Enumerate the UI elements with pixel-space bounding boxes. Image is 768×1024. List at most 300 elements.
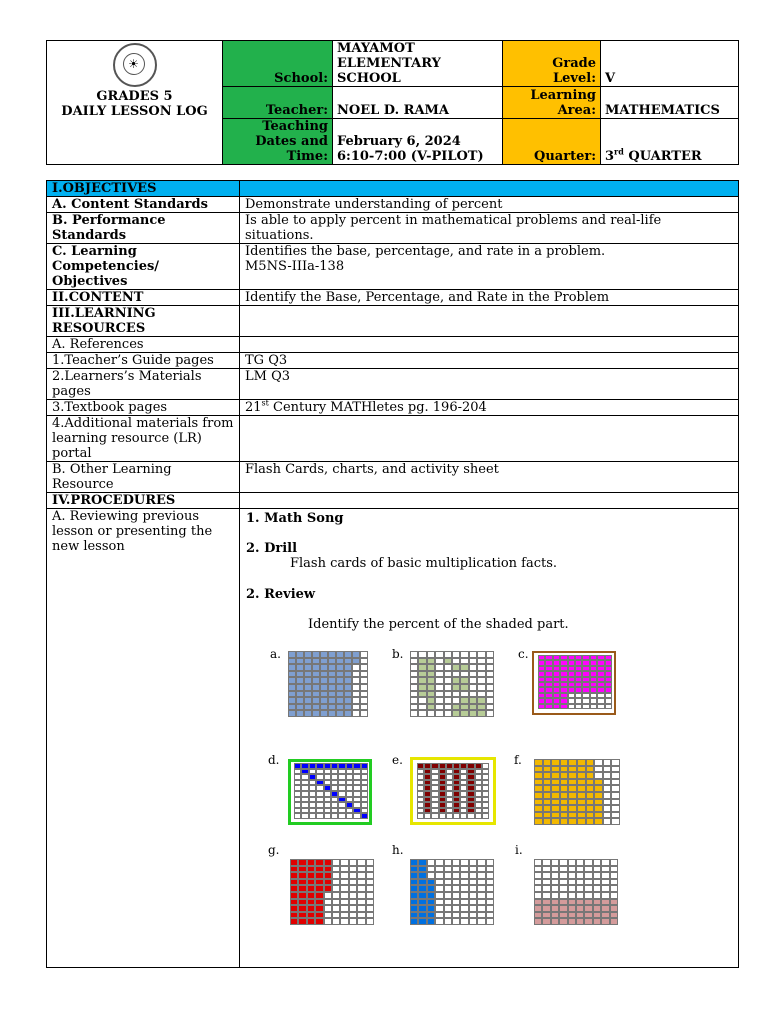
grid-cell [551, 805, 560, 812]
grid-cell [460, 658, 468, 665]
content-standards-value: Demonstrate understanding of percent [240, 197, 739, 213]
grid-label-e: e. [392, 753, 403, 767]
grid-cell [534, 872, 542, 879]
grid-cell [586, 799, 595, 806]
area-value: MATHEMATICS [601, 87, 739, 118]
grid-cell [304, 684, 312, 691]
grid-cell [324, 859, 332, 866]
grid-cell [477, 918, 485, 925]
grid-cell [444, 885, 452, 892]
grid-cell [559, 859, 567, 866]
grid-cell [301, 813, 308, 819]
grid-cell [584, 885, 592, 892]
grid-cell [418, 671, 426, 678]
grid-cell [427, 664, 435, 671]
grid-cell [559, 905, 567, 912]
grid-cell [360, 671, 368, 678]
grid-cell [452, 710, 460, 717]
grid-cell [460, 710, 468, 717]
grid-cell [534, 779, 543, 786]
grid-cell [582, 704, 589, 709]
grid-cell [410, 697, 418, 704]
grid-cell [577, 759, 586, 766]
grid-cell [288, 671, 296, 678]
grid-cell [568, 818, 577, 825]
grid-cell [304, 691, 312, 698]
grid-cell [486, 918, 494, 925]
grid-cell [427, 905, 435, 912]
grid-cell [568, 759, 577, 766]
grid-cell [352, 704, 360, 711]
quarter-value [601, 118, 739, 164]
grid-cell [435, 710, 443, 717]
grid-cell [410, 892, 418, 899]
dates-label: Teaching Dates and Time: [223, 118, 333, 164]
grid-cell [366, 899, 374, 906]
content-label: II.CONTENT [47, 290, 240, 306]
grid-cell [324, 912, 332, 919]
grid-cell [594, 779, 603, 786]
textbook-sup: st [261, 398, 269, 408]
grid-cell [594, 772, 603, 779]
grid-cell [332, 879, 340, 886]
grid-cell [357, 872, 365, 879]
grid-cell [542, 899, 550, 906]
grid-cell [551, 792, 560, 799]
grid-cell [477, 912, 485, 919]
grid-cell [349, 912, 357, 919]
grid-cell [331, 813, 338, 819]
grid-cell [357, 859, 365, 866]
grid-cell [584, 879, 592, 886]
grid-cell [298, 866, 306, 873]
grid-cell [551, 818, 560, 825]
grid-cell [568, 805, 577, 812]
grid-cell [349, 892, 357, 899]
hundred-grid-b [410, 651, 494, 717]
grid-cell [352, 651, 360, 658]
grid-cell [597, 704, 604, 709]
grid-cell [352, 710, 360, 717]
grid-cell [611, 766, 620, 773]
grid-cell [332, 899, 340, 906]
grid-cell [460, 651, 468, 658]
grid-cell [593, 912, 601, 919]
grid-cell [340, 905, 348, 912]
grid-cell [366, 905, 374, 912]
grid-cell [453, 813, 460, 819]
hundred-grid-f [534, 759, 620, 825]
grid-cell [304, 677, 312, 684]
grid-cell [542, 885, 550, 892]
grid-cell [486, 859, 494, 866]
grid-cell [603, 792, 612, 799]
grid-cell [568, 792, 577, 799]
grid-cell [427, 691, 435, 698]
grid-cell [444, 691, 452, 698]
grid-cell [328, 704, 336, 711]
grid-cell [324, 892, 332, 899]
grid-cell [366, 892, 374, 899]
grid-cell [427, 658, 435, 665]
grid-cell [360, 658, 368, 665]
grid-cell [320, 664, 328, 671]
content-value: Identify the Base, Percentage, and Rate in the Problem [240, 290, 739, 306]
grid-cell [469, 899, 477, 906]
grid-cell [460, 684, 468, 691]
grid-cell [469, 912, 477, 919]
grid-cell [577, 766, 586, 773]
grid-cell [584, 905, 592, 912]
grid-cell [584, 899, 592, 906]
grid-cell [340, 912, 348, 919]
grid-cell [486, 899, 494, 906]
grid-cell [486, 879, 494, 886]
grid-cell [444, 892, 452, 899]
grid-cell [352, 691, 360, 698]
grid-cell [288, 704, 296, 711]
grid-cell [435, 859, 443, 866]
grid-cell [611, 772, 620, 779]
grid-cell [427, 671, 435, 678]
quarter-sup: rd [614, 146, 624, 157]
grid-cell [298, 912, 306, 919]
grid-cell [460, 885, 468, 892]
quarter-word: QUARTER [623, 149, 702, 164]
grid-cell [586, 759, 595, 766]
grid-cell [418, 859, 426, 866]
grid-cell [298, 879, 306, 886]
grid-cell [603, 785, 612, 792]
grid-cell [560, 766, 569, 773]
grid-cell [288, 684, 296, 691]
grid-cell [435, 684, 443, 691]
grid-cell [349, 866, 357, 873]
grid-cell [427, 918, 435, 925]
grid-cell [315, 859, 323, 866]
grid-cell [560, 805, 569, 812]
grid-cell [542, 866, 550, 873]
grid-cell [344, 651, 352, 658]
grid-cell [418, 892, 426, 899]
grid-cell [593, 918, 601, 925]
grid-cell [357, 912, 365, 919]
grid-cell [542, 872, 550, 879]
grid-cell [307, 905, 315, 912]
grid-cell [477, 697, 485, 704]
quarter-label: Quarter: [503, 118, 601, 164]
grid-cell [460, 905, 468, 912]
grid-cell [603, 766, 612, 773]
other-resources-value: Flash Cards, charts, and activity sheet [240, 462, 739, 493]
grid-cell [559, 866, 567, 873]
grid-cell [435, 651, 443, 658]
grid-label-b: b. [392, 647, 404, 661]
grid-cell [469, 704, 477, 711]
grid-cell [611, 818, 620, 825]
grid-cell [611, 779, 620, 786]
grid-cell [328, 664, 336, 671]
grid-cell [486, 885, 494, 892]
grid-cell [410, 885, 418, 892]
grid-cell [584, 866, 592, 873]
grid-cell [553, 704, 560, 709]
grid-cell [534, 799, 543, 806]
grid-cell [444, 677, 452, 684]
grid-cell [431, 813, 438, 819]
row-additional-materials [47, 416, 739, 462]
grid-cell [435, 872, 443, 879]
grid-cell [312, 671, 320, 678]
grid-cell [559, 918, 567, 925]
grid-cell [603, 805, 612, 812]
competencies-label: C. Learning Competencies/ Objectives [47, 244, 240, 290]
grid-cell [577, 812, 586, 819]
grid-cell [340, 872, 348, 879]
grid-cell [610, 912, 618, 919]
grid-label-c: c. [518, 647, 529, 661]
grid-cell [444, 704, 452, 711]
grid-cell [336, 671, 344, 678]
grid-cell [584, 892, 592, 899]
grid-cell [324, 813, 331, 819]
grid-cell [340, 899, 348, 906]
grid-cell [435, 677, 443, 684]
grid-cell [560, 792, 569, 799]
grid-cell [586, 805, 595, 812]
grid-cell [576, 918, 584, 925]
grid-cell [444, 866, 452, 873]
grid-cell [324, 866, 332, 873]
grid-cell [296, 677, 304, 684]
grid-cell [410, 859, 418, 866]
grid-cell [543, 772, 552, 779]
grid-cell [542, 905, 550, 912]
grid-cell [611, 805, 620, 812]
grid-cell [352, 671, 360, 678]
row-objectives [47, 181, 739, 197]
grid-cell [307, 885, 315, 892]
grid-cell [452, 879, 460, 886]
grid-cell [610, 872, 618, 879]
grid-cell [366, 912, 374, 919]
grid-cell [594, 792, 603, 799]
grid-cell [576, 892, 584, 899]
grid-cell [315, 885, 323, 892]
grid-cell [418, 704, 426, 711]
grid-cell [538, 704, 545, 709]
grid-cell [593, 872, 601, 879]
grid-cell [340, 879, 348, 886]
grid-cell [568, 885, 576, 892]
grid-cell [288, 664, 296, 671]
grid-cell [435, 912, 443, 919]
grid-cell [486, 658, 494, 665]
grid-cell [444, 872, 452, 879]
grid-cell [568, 879, 576, 886]
grid-cell [427, 697, 435, 704]
grid-cell [328, 651, 336, 658]
grid-cell [534, 818, 543, 825]
grid-cell [568, 799, 577, 806]
additional-materials-blank [240, 416, 739, 462]
grid-cell [460, 671, 468, 678]
grid-cell [344, 658, 352, 665]
grid-cell [477, 905, 485, 912]
grid-cell [418, 710, 426, 717]
grid-cell [467, 813, 474, 819]
grid-cell [307, 912, 315, 919]
grid-cell [486, 671, 494, 678]
grid-cell [336, 658, 344, 665]
grid-label-a: a. [270, 647, 281, 661]
grid-cell [601, 899, 609, 906]
grid-cell [610, 905, 618, 912]
grid-cell [611, 759, 620, 766]
grid-cell [469, 872, 477, 879]
grid-cell [410, 704, 418, 711]
grid-cell [336, 664, 344, 671]
grid-cell [611, 799, 620, 806]
grid-cell [551, 885, 559, 892]
grid-cell [418, 912, 426, 919]
learners-materials-label: 2.Learners’s Materials pages [47, 369, 240, 400]
grid-cell [357, 866, 365, 873]
grid-cell [477, 684, 485, 691]
grid-cell [610, 866, 618, 873]
grid-cell [460, 813, 467, 819]
grid-cell [316, 813, 323, 819]
grid-cell [360, 684, 368, 691]
review-content [240, 509, 739, 968]
grid-cell [290, 892, 298, 899]
grid-cell [418, 651, 426, 658]
grid-cell [543, 818, 552, 825]
grid-cell [460, 899, 468, 906]
grid-cell [542, 879, 550, 886]
grid-cell [452, 866, 460, 873]
dates-value [333, 118, 503, 164]
grid-cell [336, 684, 344, 691]
grid-cell [315, 899, 323, 906]
grid-label-d: d. [268, 753, 280, 767]
grid-label-g: g. [268, 843, 280, 857]
grid-cell [460, 704, 468, 711]
grid-cell [312, 684, 320, 691]
grid-cell [328, 710, 336, 717]
grid-cell [534, 772, 543, 779]
grid-cell [551, 859, 559, 866]
grid-cell [418, 691, 426, 698]
grid-cell [340, 859, 348, 866]
grid-cell [332, 872, 340, 879]
grid-cell [357, 905, 365, 912]
grid-cell [577, 799, 586, 806]
grid-cell [469, 879, 477, 886]
grid-cell [304, 704, 312, 711]
grid-cell [576, 912, 584, 919]
grid-cell [435, 691, 443, 698]
grid-cell [298, 918, 306, 925]
grid-cell [288, 677, 296, 684]
grid-cell [469, 651, 477, 658]
header-table [46, 40, 738, 165]
grid-cell [427, 912, 435, 919]
grid-cell [320, 697, 328, 704]
grid-cell [290, 866, 298, 873]
grid-label-f: f. [514, 753, 522, 767]
competencies-text: Identifies the base, percentage, and rate in a problem. [245, 244, 606, 259]
grid-cell [304, 710, 312, 717]
grid-cell [410, 677, 418, 684]
grid-cell [344, 710, 352, 717]
grid-cell [309, 813, 316, 819]
grid-cell [296, 691, 304, 698]
grid-cell [324, 879, 332, 886]
grid-cell [551, 772, 560, 779]
grid-cell [534, 899, 542, 906]
grid-cell [307, 918, 315, 925]
grid-cell [410, 912, 418, 919]
grid-label-h: h. [392, 843, 404, 857]
grid-cell [349, 859, 357, 866]
grid-cell [418, 866, 426, 873]
grid-cell [349, 879, 357, 886]
grid-cell [542, 912, 550, 919]
grid-cell [444, 918, 452, 925]
grid-cell [324, 905, 332, 912]
grid-cell [435, 671, 443, 678]
grid-cell [410, 691, 418, 698]
grid-cell [296, 658, 304, 665]
school-value: MAYAMOT ELEMENTARY SCHOOL [333, 41, 503, 87]
grid-cell [366, 859, 374, 866]
grid-cell [320, 651, 328, 658]
grid-cell [551, 899, 559, 906]
grid-cell [427, 872, 435, 879]
grid-cell [427, 892, 435, 899]
grid-cell [542, 918, 550, 925]
grid-cell [418, 684, 426, 691]
grid-cell [452, 671, 460, 678]
grid-cell [315, 892, 323, 899]
textbook-label: 3.Textbook pages [47, 400, 240, 416]
grid-cell [328, 658, 336, 665]
lesson-table [46, 180, 738, 968]
grid-cell [605, 704, 612, 709]
deped-seal [113, 43, 157, 87]
grid-cell [568, 704, 575, 709]
row-review [47, 509, 739, 968]
grid-cell [340, 866, 348, 873]
grid-cell [551, 879, 559, 886]
grid-cell [486, 684, 494, 691]
grid-cell [444, 859, 452, 866]
grid-cell [427, 859, 435, 866]
grid-cell [477, 710, 485, 717]
step-drill: 2. Drill [246, 541, 298, 556]
grid-cell [452, 859, 460, 866]
grid-cell [460, 912, 468, 919]
grid-cell [332, 892, 340, 899]
grid-cell [418, 879, 426, 886]
grid-cell [576, 899, 584, 906]
grid-cell [593, 859, 601, 866]
grid-cell [610, 879, 618, 886]
grid-cell [410, 664, 418, 671]
grid-cell [444, 899, 452, 906]
grid-cell [469, 918, 477, 925]
